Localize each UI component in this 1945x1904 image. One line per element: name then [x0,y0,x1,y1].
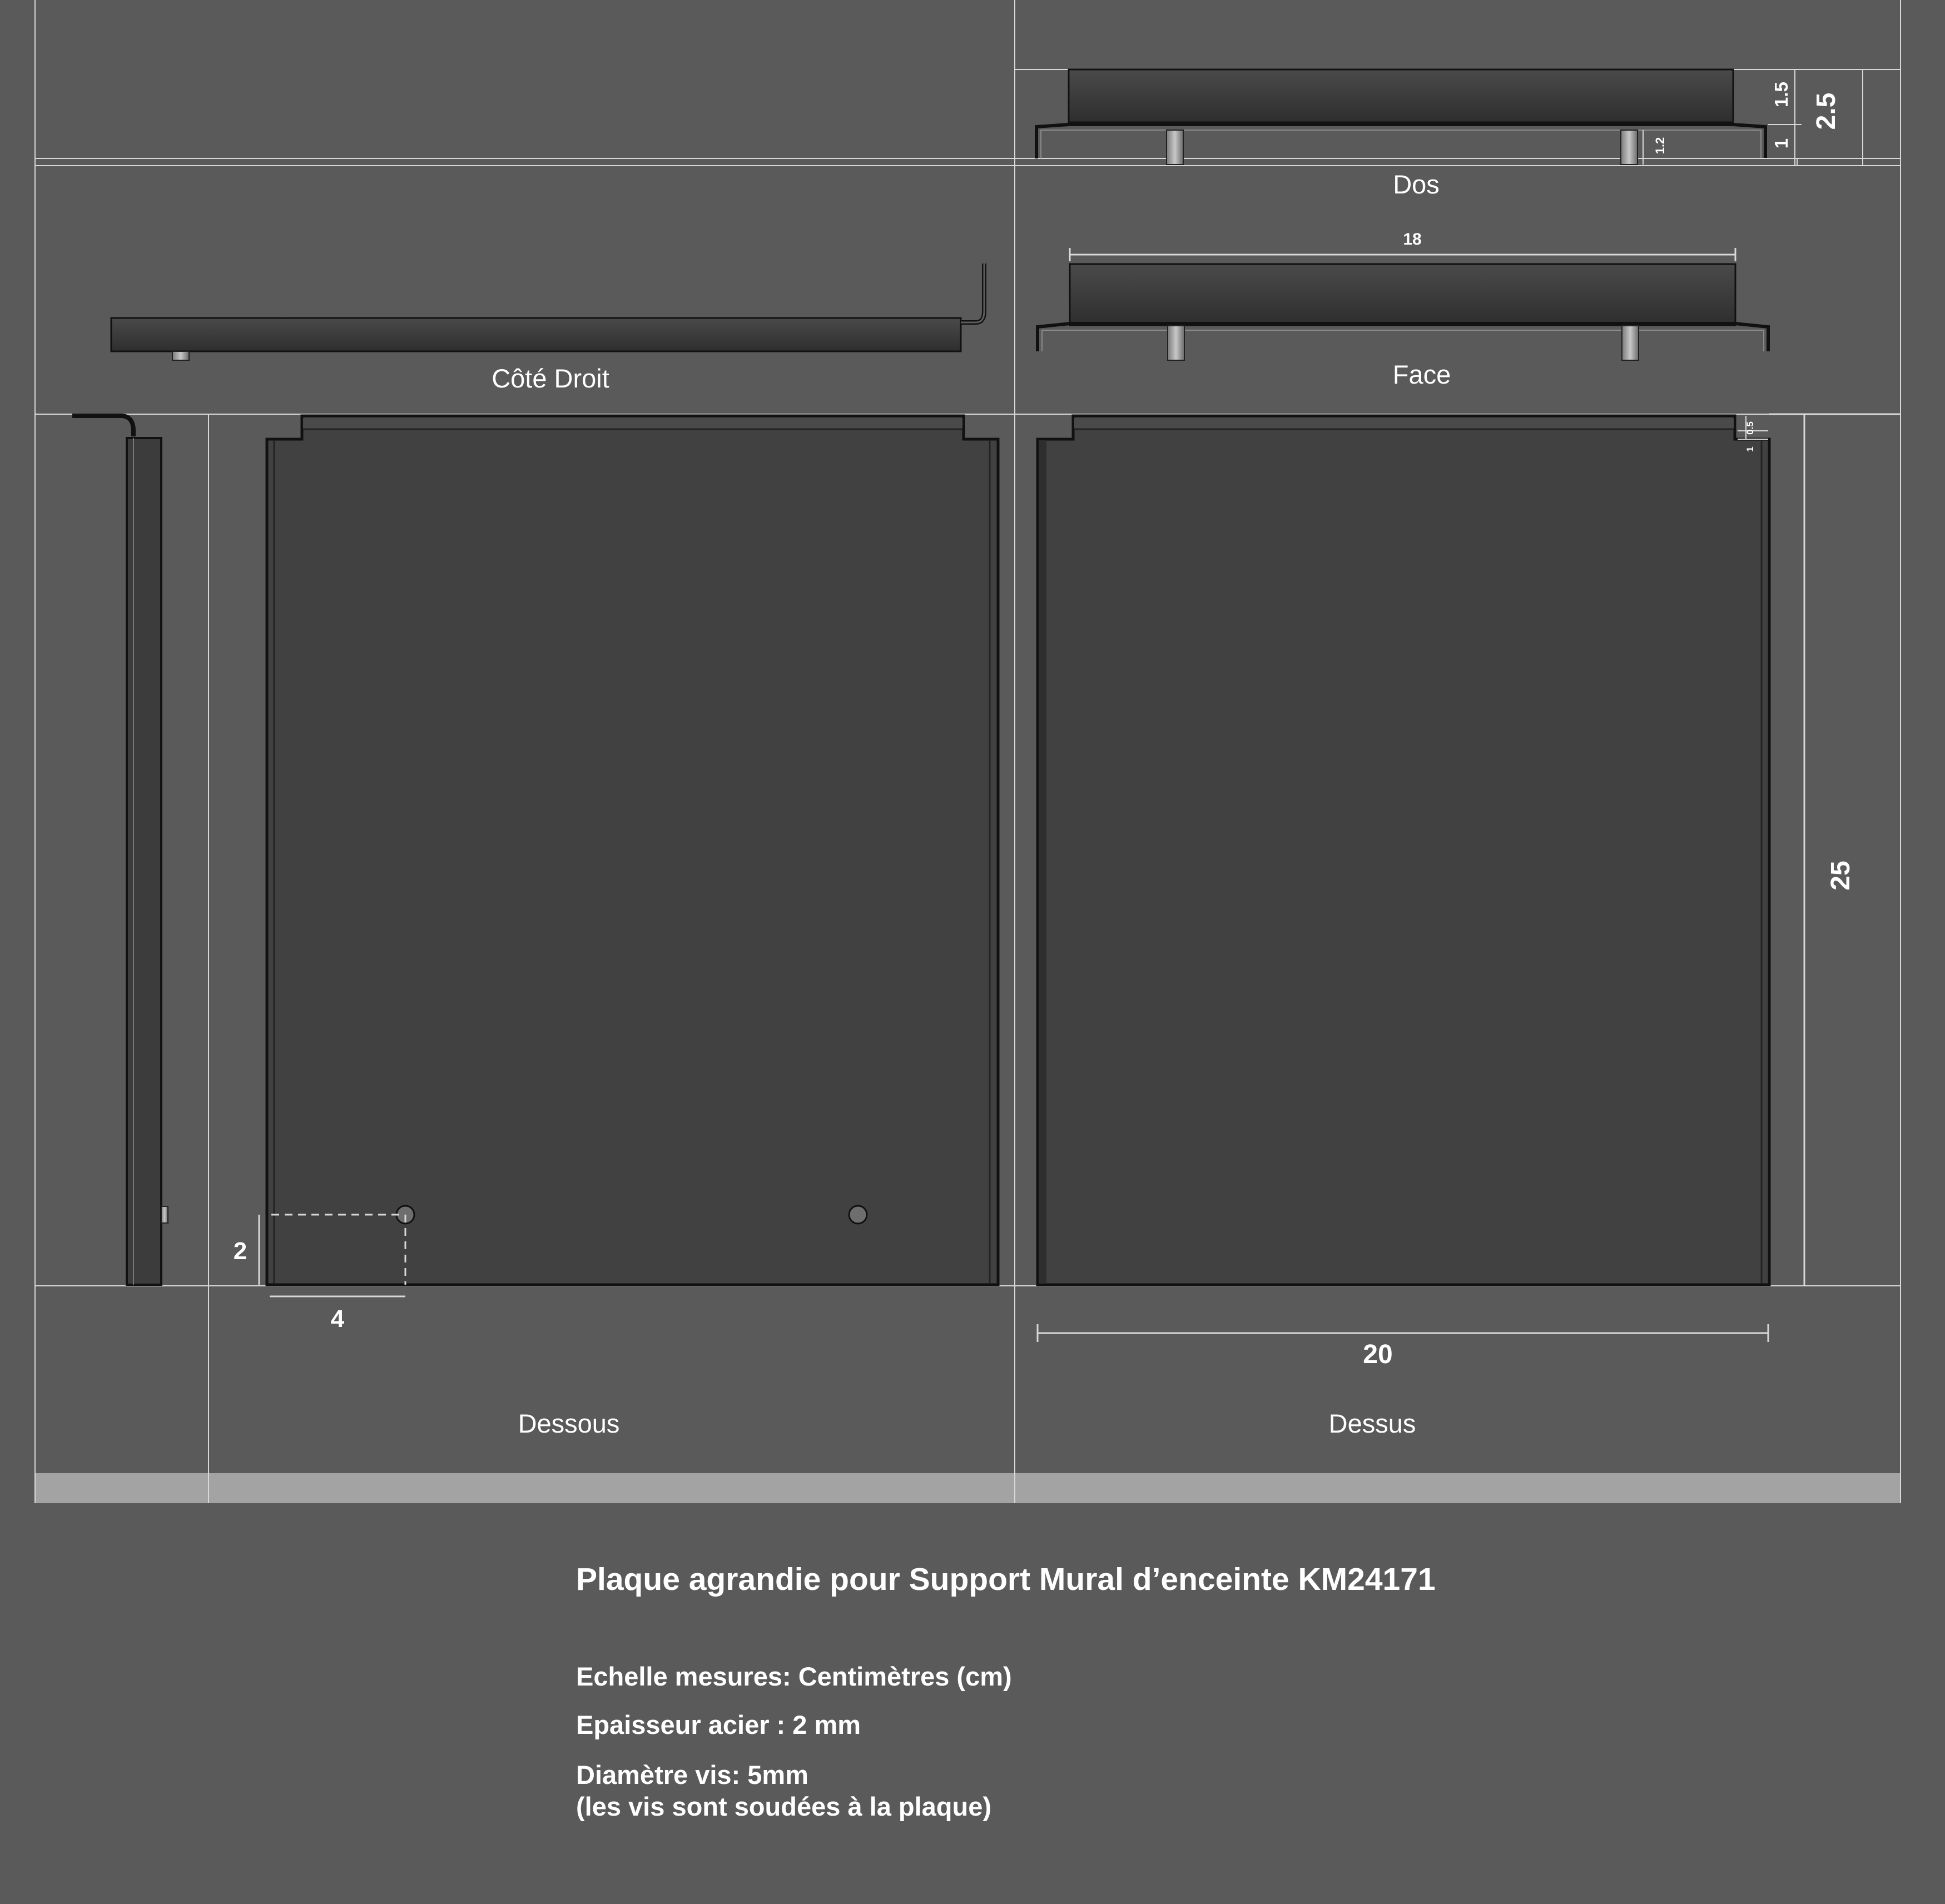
vertical-side-profile [72,416,168,1285]
dim-2: 2 [233,1237,247,1265]
face-dimension-18 [1070,248,1735,261]
dessous-view [267,416,998,1285]
side-profile-pin [161,1206,168,1223]
face-flange [1038,324,1768,351]
scale-note: Echelle mesures: Centimètres (cm) [576,1662,1012,1691]
dim-pin-1-2: 1.2 [1653,137,1667,155]
face-view [1038,264,1768,360]
dessous-label: Dessous [518,1409,620,1438]
dos-plate-bar [1069,69,1733,122]
face-pin-right [1622,326,1639,360]
dim-4: 4 [330,1305,345,1333]
dos-pin-left [1167,130,1183,165]
cote-droit-view [111,264,984,360]
face-pin-left [1168,326,1184,360]
dim-2-5: 2.5 [1812,92,1841,130]
dim-lip-1: 1 [1745,446,1755,452]
dos-pin-right [1621,130,1638,165]
dim-20: 20 [1363,1340,1393,1369]
dim-1: 1 [1771,138,1792,149]
dim-1-5: 1.5 [1771,82,1792,107]
side-bent-lip [961,264,984,322]
dim-lip-0-5: 0.5 [1745,421,1755,435]
cote-droit-label: Côté Droit [492,364,609,393]
face-plate-bar [1070,264,1735,325]
dessus-label: Dessus [1328,1409,1416,1438]
side-profile-bar [127,438,161,1285]
dessus-plate [1038,416,1769,1285]
side-plate-bar [111,318,961,351]
dessus-view [1038,416,1769,1285]
dim-18: 18 [1403,230,1422,248]
dessous-plate [267,416,998,1285]
face-label: Face [1392,360,1451,389]
dim-25: 25 [1826,861,1855,891]
dessous-hole-right [849,1206,867,1224]
screw-weld-note: (les vis sont soudées à la plaque) [576,1792,992,1821]
side-profile-hook [72,416,133,436]
drawing-title: Plaque agrandie pour Support Mural d’enceinte KM24171 [576,1562,1436,1597]
thickness-note: Epaisseur acier : 2 mm [576,1710,861,1739]
ground-strip [35,1473,1901,1503]
side-pin [172,351,189,360]
screw-diameter-note: Diamètre vis: 5mm [576,1760,808,1789]
dos-label: Dos [1393,170,1440,199]
